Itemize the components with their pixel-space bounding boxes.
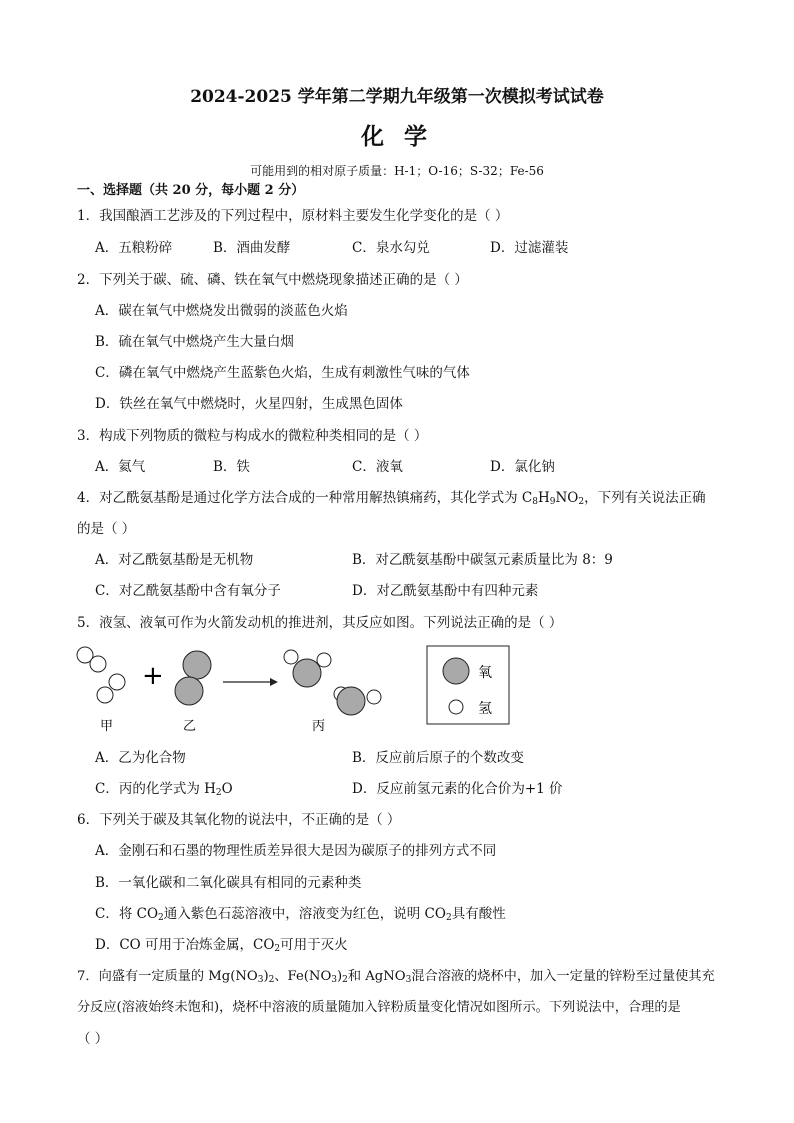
- q5-stem: 5．液氢、液氧可作为火箭发动机的推进剂，其反应如图。下列说法正确的是（ ）: [77, 615, 563, 631]
- q1-option-c: C．泉水勾兑: [352, 240, 430, 256]
- q5-option-a: A．乙为化合物: [95, 750, 186, 766]
- q7-text-tail: 混合溶液的烧杯中，加入一定量的锌粉至过量使其充: [411, 969, 715, 984]
- q6-option-c-tail: 具有酸性: [451, 906, 506, 922]
- q1-option-a: A．五粮粉碎: [95, 240, 173, 256]
- hydrogen-atom: [284, 650, 298, 664]
- q4-stem: [77, 489, 706, 507]
- formula-sub: 2: [578, 497, 585, 507]
- q3-option-c: C．液氧: [352, 459, 403, 475]
- q1-option-d: D．过滤灌装: [490, 240, 569, 256]
- section-heading: 一、选择题（共 20 分，每小题 2 分）: [77, 183, 305, 198]
- q2-option-d: D．铁丝在氧气中燃烧时，火星四射，生成黑色固体: [95, 396, 403, 412]
- q1-stem: 1．我国酿酒工艺涉及的下列过程中，原材料主要发生化学变化的是（ ）: [77, 208, 509, 224]
- label-yi: 乙: [183, 719, 197, 734]
- formula-part: O: [221, 781, 233, 797]
- q6-stem: 6．下列关于碳及其氧化物的说法中，不正确的是（ ）: [77, 812, 401, 828]
- label-jia: 甲: [100, 719, 114, 734]
- q6-option-c: [95, 905, 506, 923]
- legend-box: [427, 646, 509, 724]
- formula-part: ): [337, 969, 343, 984]
- q6-option-c-text: C．将 CO: [95, 906, 159, 922]
- q4-stem-line2: 的是（ ）: [77, 521, 136, 537]
- formula-sub: 9: [549, 497, 556, 507]
- plus-sign: +: [142, 661, 164, 691]
- exam-title: 2024-2025 学年第二学期九年级第一次模拟考试试卷: [190, 87, 604, 107]
- formula-sub: 2: [342, 975, 348, 985]
- q3-stem: 3．构成下列物质的微粒与构成水的微粒种类相同的是（ ）: [77, 428, 428, 444]
- q4-option-c: C．对乙酰氨基酚中含有氧分子: [95, 583, 281, 599]
- q2-option-c: C．磷在氧气中燃烧产生蓝紫色火焰，生成有刺激性气味的气体: [95, 365, 470, 381]
- q2-option-a: A．碳在氧气中燃烧发出微弱的淡蓝色火焰: [95, 303, 348, 319]
- formula-sub: 2: [274, 944, 281, 954]
- formula-sub: 2: [215, 788, 222, 798]
- q6-option-d: [95, 936, 348, 954]
- oxygen-atom: [293, 659, 321, 687]
- q4-stem-tail: ，下列有关说法正确: [584, 490, 706, 506]
- q3-option-b: B．铁: [213, 459, 250, 475]
- formula-part: 和 AgNO: [347, 969, 406, 984]
- q1-option-b: B．酒曲发酵: [213, 240, 291, 256]
- q7-stem-line2: 分反应(溶液始终未饱和)，烧杯中溶液的质量随加入锌粉质量变化情况如图所示。下列说法中，合理的是: [77, 1000, 681, 1015]
- oxygen-atom: [175, 677, 203, 705]
- formula-sub: 2: [445, 913, 452, 923]
- q5-option-d: D．反应前氢元素的化合价为+1 价: [352, 781, 563, 797]
- formula-part: NO: [555, 490, 579, 506]
- hydrogen-atom: [97, 687, 113, 703]
- q7-stem-line3: （ ）: [77, 1031, 109, 1047]
- q6-option-a: A．金刚石和石墨的物理性质差异很大是因为碳原子的排列方式不同: [95, 843, 497, 859]
- legend-oxygen-label: 氧: [478, 665, 492, 681]
- q6-option-b: B．一氧化碳和二氧化碳具有相同的元素种类: [95, 875, 362, 891]
- oxygen-atom: [183, 651, 211, 679]
- q3-option-a: A．氦气: [95, 459, 146, 475]
- subject-title: 化 学: [360, 123, 433, 150]
- oxygen-atom: [337, 687, 365, 715]
- formula-part: ): [263, 969, 269, 984]
- arrow-head-icon: [270, 678, 278, 686]
- q5-option-c-text: C．丙的化学式为 H: [95, 781, 216, 797]
- hydrogen-atom: [317, 653, 331, 667]
- formula-sub: 3: [331, 975, 337, 985]
- hydrogen-atom: [90, 656, 106, 672]
- formula-sub: 8: [532, 497, 538, 507]
- legend-hydrogen-label: 氢: [478, 701, 492, 717]
- formula-sub: 2: [158, 913, 164, 923]
- q5-option-c: [95, 780, 233, 798]
- q6-option-c-mid: 通入紫色石蕊溶液中，溶液变为红色，说明 CO: [163, 906, 446, 922]
- reaction-diagram: [70, 640, 530, 740]
- legend-oxygen-atom: [443, 658, 469, 684]
- hydrogen-atom: [109, 674, 125, 690]
- q6-option-d-text: D．CO 可用于冶炼金属，CO: [95, 937, 275, 953]
- formula-sub: 3: [405, 975, 412, 985]
- hydrogen-atom: [367, 690, 381, 704]
- formula-part: H: [537, 490, 550, 506]
- q7-stem: [77, 968, 715, 986]
- q2-option-b: B．硫在氧气中燃烧产生大量白烟: [95, 334, 294, 350]
- legend-hydrogen-atom: [449, 700, 463, 714]
- q4-option-d: D．对乙酰氨基酚中有四种元素: [352, 583, 539, 599]
- q7-text: 7．向盛有一定质量的 Mg(NO: [77, 969, 258, 984]
- q6-option-d-tail: 可用于灭火: [280, 937, 348, 953]
- q4-stem-text: 4．对乙酰氨基酚是通过化学方法合成的一种常用解热镇痛药，其化学式为 C: [77, 490, 533, 506]
- q5-option-b: B．反应前后原子的个数改变: [352, 750, 524, 766]
- q2-stem: 2．下列关于碳、硫、磷、铁在氧气中燃烧现象描述正确的是（ ）: [77, 272, 468, 288]
- formula-sub: 2: [268, 975, 275, 985]
- formula-part: 、Fe(NO: [274, 969, 332, 984]
- q4-option-a: A．对乙酰氨基酚是无机物: [95, 552, 254, 568]
- atomic-masses: 可能用到的相对原子质量：H-1；O-16；S-32；Fe-56: [250, 164, 544, 178]
- formula-sub: 3: [257, 975, 264, 985]
- label-bing: 丙: [312, 719, 326, 734]
- q4-option-b: B．对乙酰氨基酚中碳氢元素质量比为 8：9: [352, 552, 613, 568]
- q3-option-d: D．氯化钠: [490, 459, 555, 475]
